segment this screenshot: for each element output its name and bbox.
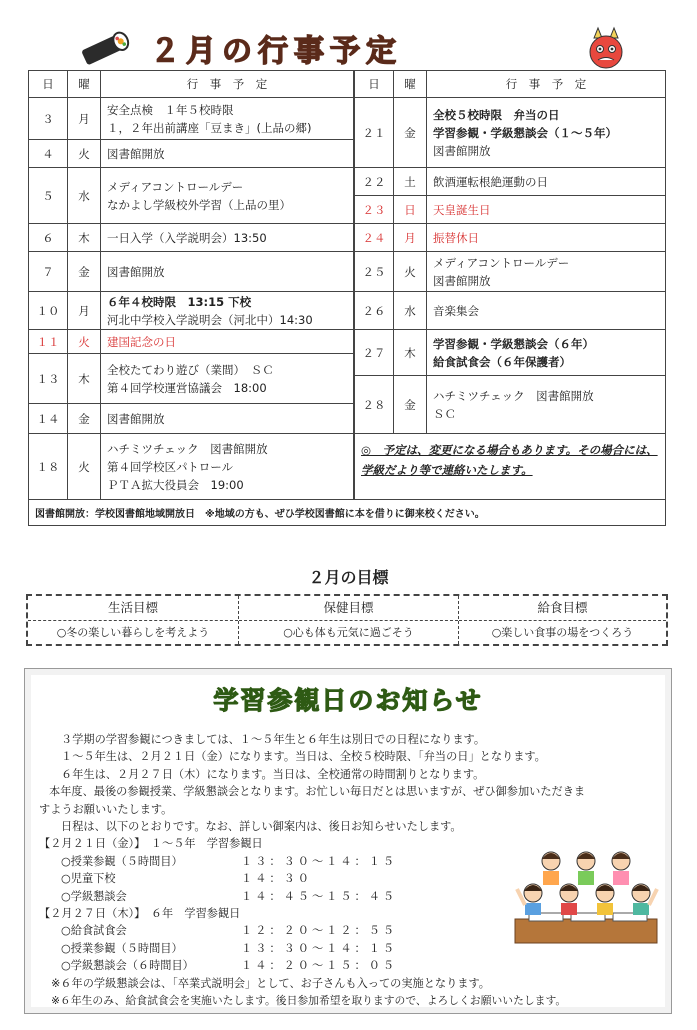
weekday-cell: 日 [394,196,427,224]
event-line: ＳＣ [433,406,456,421]
goal-health [238,596,458,644]
event-cell: 音楽集会 [427,292,666,330]
notice-box [24,668,672,1014]
schedule-time: １３：３０～１４：１５ [241,941,398,955]
day-cell: １３ [29,354,68,404]
notice-paragraph: すようお願いいたします。 [39,802,173,816]
event-line: 河北中学校入学説明会（河北中）14:30 [107,312,313,327]
table-row [29,330,666,354]
event-line: ハチミツチェック 図書館開放 [433,388,594,403]
notice-paragraph: １～５年生は、２月２１日（金）になります。当日は、全校５校時限、「弁当の日」となります。 [61,750,546,764]
note-line: ◎ 予定は、変更になる場合もあります。その場合には、 [361,443,658,457]
schedule-label: ○授業参観（５時間目） [61,941,183,955]
schedule-line [39,957,665,974]
event-cell [427,376,666,434]
schedule-label: ○授業参観（５時間目） [61,854,183,868]
day-cell: ７ [29,252,68,292]
goal-text: ○楽しい食事の場をつくろう [491,626,634,639]
header-day: 日 [354,71,394,98]
schedule-label: ○学級懇談会 [61,889,127,903]
schedule-label: ○学級懇談会（６時間目） [61,959,194,973]
event-cell [101,168,355,224]
event-cell: 図書館開放 [101,404,355,434]
event-line: 第４回学校区パトロール [107,459,234,474]
day-cell: ２１ [354,98,394,168]
notice-title: 学習参観日のお知らせ [213,686,483,715]
header-day: 日 [29,71,68,98]
weekday-cell: 火 [68,330,101,354]
day-cell: ２２ [354,168,394,196]
table-row [29,224,666,252]
event-cell [101,292,355,330]
event-line: 学習参観・学級懇談会（６年） [433,336,594,351]
event-cell: 振替休日 [427,224,666,252]
weekday-cell: 水 [394,292,427,330]
event-cell: 建国記念の日 [101,330,355,354]
goal-lunch [458,596,666,644]
day2-header: 【２月２７日（木）】 ６年 学習参観日 [39,907,241,921]
event-cell [427,98,666,168]
weekday-cell: 土 [394,168,427,196]
event-line: １，２年出前講座「豆まき」(上品の郷) [107,120,312,135]
footnote: ※６年の学級懇談会は、「卒業式説明会」として、お子さんも入っての実施となります。 [51,976,490,990]
schedule-note [354,434,666,500]
header [0,22,697,70]
weekday-cell: 水 [68,168,101,224]
weekday-cell: 火 [68,434,101,500]
day1-header: 【２月２１日（金）】 １～５年 学習参観日 [39,837,263,851]
event-cell: 一日入学（入学説明会）13:50 [101,224,355,252]
event-cell: 飲酒運転根絶運動の日 [427,168,666,196]
header-weekday: 曜 [394,71,427,98]
footnote: ※６年生のみ、給食試食会を実施いたします。後日参加希望を取りますので、よろしくお願いいたします。 [51,994,567,1008]
table-row [29,98,666,140]
table-row [29,252,666,292]
goals-box [26,594,668,646]
day-cell: １８ [29,434,68,500]
library-note: 図書館開放：学校図書館地域開放日 ※地域の方も、ぜひ学校図書館に本を借りに御来校ください。 [29,500,666,526]
event-line: 安全点検 １年５校時限 [107,102,234,117]
schedule-label: ○給食試食会 [61,924,127,938]
event-line: 給食試食会（６年保護者） [433,354,571,369]
event-line: ＰＴＡ拡大役員会 19:00 [107,477,244,492]
library-note-row [29,500,666,526]
oni-demon-icon [586,24,626,72]
schedule-time: １４：２０～１５：０５ [241,959,398,973]
event-line: 図書館開放 [433,273,491,288]
weekday-cell: 木 [394,330,427,376]
event-line: 全校たてわり遊び（業間） ＳＣ [107,362,274,377]
page-title: ２月の行事予定 [150,34,402,69]
event-cell: 天皇誕生日 [427,196,666,224]
day-cell: ４ [29,140,68,168]
event-line-bold: ６年４校時限 13:15 下校 [107,294,252,309]
day-cell: ３ [29,98,68,140]
event-cell [427,330,666,376]
weekday-cell: 金 [394,98,427,168]
notice-paragraph: 日程は、以下のとおりです。なお、詳しい御案内は、後日お知らせいたします。 [61,820,462,834]
students-illustration [511,849,661,949]
event-cell: 図書館開放 [101,252,355,292]
schedule-label: ○児童下校 [61,872,116,886]
goal-text: ○心も体も元気に過ごそう [283,626,414,639]
weekday-cell: 月 [68,98,101,140]
schedule-time: １２：２０～１２：５５ [241,924,398,938]
header-event: 行 事 予 定 [101,71,355,98]
event-line: 図書館開放 [433,143,491,158]
event-cell [427,252,666,292]
day-cell: １０ [29,292,68,330]
weekday-cell: 木 [68,224,101,252]
event-line [107,293,347,311]
event-line: メディアコントロールデー [107,179,244,194]
event-cell [101,434,355,500]
event-line: ハチミツチェック 図書館開放 [107,441,268,456]
day-cell: １４ [29,404,68,434]
goal-life [28,596,238,644]
header-weekday: 曜 [68,71,101,98]
notice-inner [31,675,665,1007]
schedule-time: １３：３０～１４：１５ [241,854,398,868]
ehomaki-sushi-icon [78,28,130,68]
goal-label: 保健目標 [239,596,458,621]
day-cell: ２３ [354,196,394,224]
event-line: メディアコントロールデー [433,255,570,270]
event-line: なかよし学級校外学習（上品の里） [107,197,291,212]
event-line: 学習参観・学級懇談会（１～５年） [433,125,617,140]
schedule-time: １４：４５～１５：４５ [241,889,398,903]
weekday-cell: 木 [68,354,101,404]
day-cell: １１ [29,330,68,354]
schedule-table [28,70,666,526]
weekday-cell: 火 [68,140,101,168]
day-cell: ５ [29,168,68,224]
day-cell: ２６ [354,292,394,330]
header-event: 行 事 予 定 [427,71,666,98]
notice-paragraph: ３学期の学習参観につきましては、１～５年生と６年生は別日での日程になります。 [61,733,486,746]
goal-label: 給食目標 [459,596,666,621]
event-cell: 図書館開放 [101,140,355,168]
table-header-row [29,71,666,98]
schedule-time: １４：３０ [241,872,312,886]
goal-label: 生活目標 [28,596,238,621]
table-row [29,434,666,500]
event-cell [101,354,355,404]
weekday-cell: 金 [394,376,427,434]
table-row [29,168,666,196]
table-row [29,292,666,330]
day-cell: ２７ [354,330,394,376]
weekday-cell: 月 [68,292,101,330]
day-cell: ２５ [354,252,394,292]
event-line: 第４回学校運営協議会 18:00 [107,380,267,395]
day-cell: ２４ [354,224,394,252]
note-line: 学級だより等で連絡いたします。 [361,463,533,477]
weekday-cell: 金 [68,252,101,292]
weekday-cell: 月 [394,224,427,252]
event-cell [101,98,355,140]
event-line: 全校５校時限 弁当の日 [433,107,560,122]
weekday-cell: 金 [68,404,101,434]
notice-paragraph: ６年生は、２月２７日（木）になります。当日は、全校通常の時間割りとなります。 [61,767,485,781]
day-cell: ６ [29,224,68,252]
notice-paragraph: 本年度、最後の参観授業、学級懇談会となります。お忙しい毎日だとは思いますが、ぜひ御参加いただきま [49,785,586,799]
goals-title: ２月の目標 [308,568,389,587]
weekday-cell: 火 [394,252,427,292]
goal-text: ○冬の楽しい暮らしを考えよう [56,626,210,639]
day-cell: ２８ [354,376,394,434]
